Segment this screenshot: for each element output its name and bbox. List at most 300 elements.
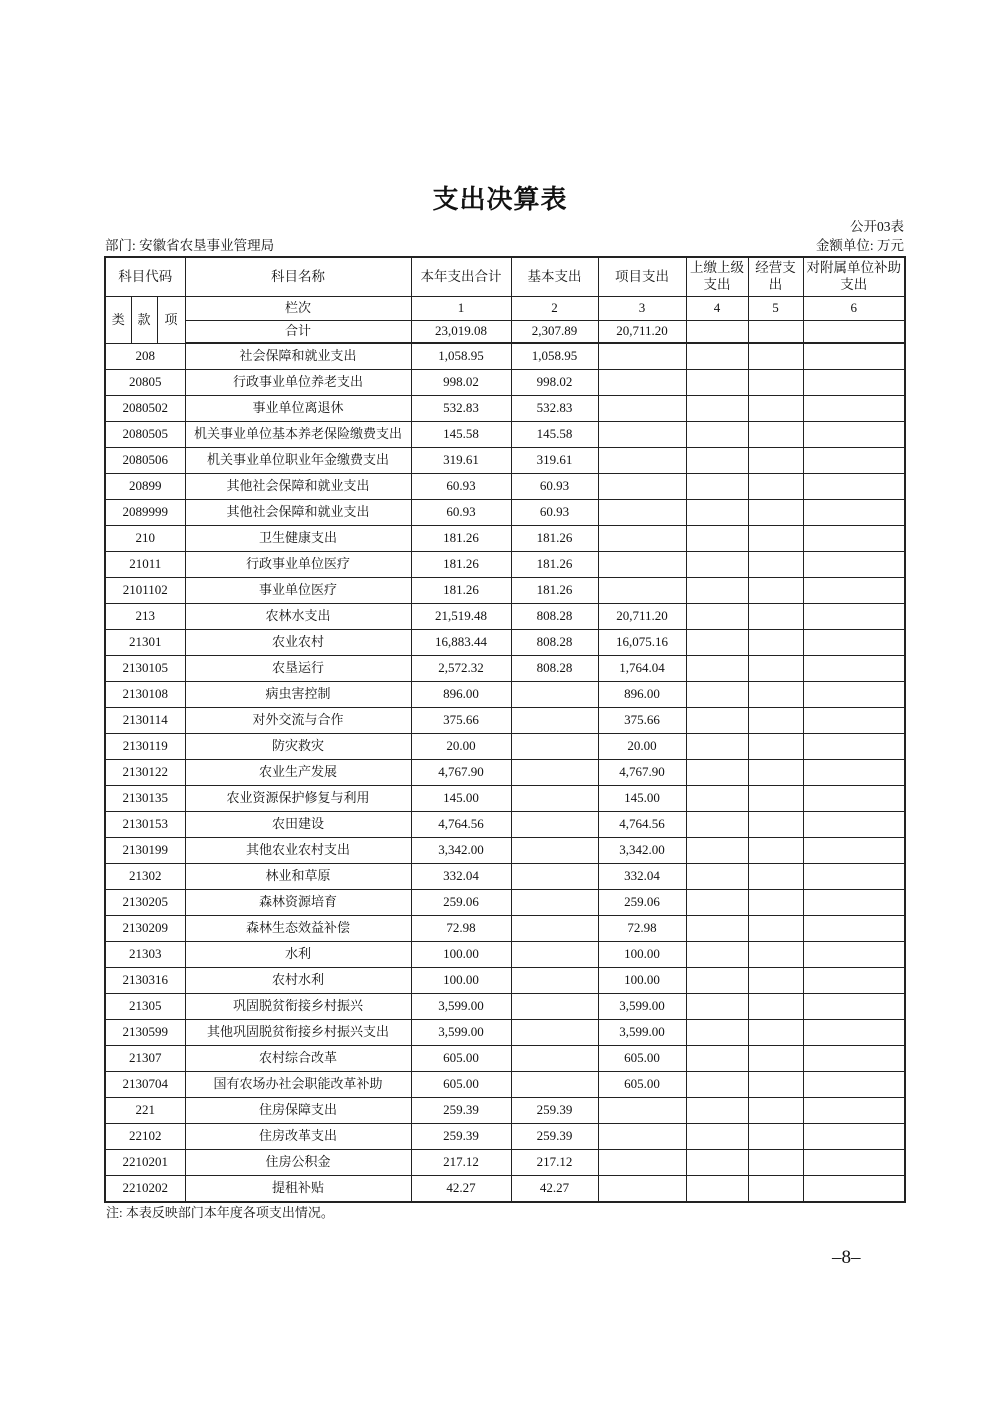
name-cell: 农田建设 <box>185 812 411 838</box>
value-cell <box>511 708 598 734</box>
value-cell <box>686 786 748 812</box>
value-cell <box>803 448 905 474</box>
value-cell <box>598 1150 686 1176</box>
value-cell <box>748 1150 803 1176</box>
name-cell: 提租补贴 <box>185 1176 411 1203</box>
code-cell: 20805 <box>105 370 185 396</box>
value-cell: 2,572.32 <box>411 656 511 682</box>
code-cell: 22102 <box>105 1124 185 1150</box>
value-cell <box>686 864 748 890</box>
value-cell: 16,075.16 <box>598 630 686 656</box>
value-cell <box>748 630 803 656</box>
table-row <box>105 994 905 1020</box>
value-cell: 259.39 <box>511 1124 598 1150</box>
table-row <box>105 682 905 708</box>
value-cell <box>748 760 803 786</box>
header-subject-code: 科目代码 <box>105 257 185 297</box>
value-cell <box>686 760 748 786</box>
value-cell: 145.58 <box>511 422 598 448</box>
table-row <box>105 708 905 734</box>
value-cell <box>748 1098 803 1124</box>
header-code-category: 类 <box>105 297 131 344</box>
header-column-number: 4 <box>686 297 748 321</box>
code-cell: 2130108 <box>105 682 185 708</box>
value-cell: 16,883.44 <box>411 630 511 656</box>
header-row-groups <box>105 257 905 297</box>
value-cell: 259.39 <box>411 1124 511 1150</box>
value-cell <box>748 370 803 396</box>
value-cell: 332.04 <box>598 864 686 890</box>
table-row <box>105 916 905 942</box>
value-cell: 319.61 <box>511 448 598 474</box>
value-cell: 181.26 <box>411 552 511 578</box>
value-cell <box>803 682 905 708</box>
table-row <box>105 1046 905 1072</box>
value-cell <box>748 812 803 838</box>
table-row <box>105 526 905 552</box>
value-cell <box>803 760 905 786</box>
value-cell <box>598 526 686 552</box>
header-subsidy-expenditure: 对附属单位补助支出 <box>803 257 905 297</box>
header-column-number: 6 <box>803 297 905 321</box>
code-cell: 2130122 <box>105 760 185 786</box>
value-cell: 532.83 <box>411 396 511 422</box>
value-cell <box>598 552 686 578</box>
value-cell <box>748 1124 803 1150</box>
value-cell: 20.00 <box>598 734 686 760</box>
total-value <box>803 321 905 344</box>
value-cell <box>686 474 748 500</box>
value-cell <box>803 578 905 604</box>
name-cell: 农林水支出 <box>185 604 411 630</box>
header-subject-name: 科目名称 <box>185 257 411 297</box>
value-cell: 3,599.00 <box>411 1020 511 1046</box>
value-cell: 181.26 <box>511 552 598 578</box>
name-cell: 对外交流与合作 <box>185 708 411 734</box>
table-row <box>105 968 905 994</box>
value-cell: 3,599.00 <box>598 1020 686 1046</box>
table-row <box>105 1150 905 1176</box>
value-cell: 4,764.56 <box>598 812 686 838</box>
value-cell <box>686 994 748 1020</box>
code-cell: 20899 <box>105 474 185 500</box>
name-cell: 住房保障支出 <box>185 1098 411 1124</box>
code-cell: 21302 <box>105 864 185 890</box>
total-value <box>686 321 748 344</box>
value-cell <box>598 422 686 448</box>
value-cell: 998.02 <box>511 370 598 396</box>
name-cell: 其他巩固脱贫衔接乡村振兴支出 <box>185 1020 411 1046</box>
name-cell: 森林生态效益补偿 <box>185 916 411 942</box>
value-cell: 1,058.95 <box>411 343 511 370</box>
value-cell: 60.93 <box>411 474 511 500</box>
value-cell <box>686 604 748 630</box>
value-cell <box>803 1098 905 1124</box>
value-cell: 319.61 <box>411 448 511 474</box>
value-cell <box>686 1046 748 1072</box>
table-row <box>105 604 905 630</box>
value-cell: 217.12 <box>511 1150 598 1176</box>
value-cell <box>686 734 748 760</box>
code-cell: 21303 <box>105 942 185 968</box>
value-cell: 259.39 <box>511 1098 598 1124</box>
value-cell <box>511 864 598 890</box>
value-cell <box>598 448 686 474</box>
code-cell: 2130135 <box>105 786 185 812</box>
value-cell: 808.28 <box>511 656 598 682</box>
name-cell: 林业和草原 <box>185 864 411 890</box>
table-header <box>105 257 905 343</box>
value-cell <box>803 370 905 396</box>
table-body <box>105 343 905 1202</box>
table-row <box>105 474 905 500</box>
value-cell: 181.26 <box>511 526 598 552</box>
name-cell: 住房改革支出 <box>185 1124 411 1150</box>
header-project-expenditure: 项目支出 <box>598 257 686 297</box>
value-cell: 605.00 <box>411 1072 511 1098</box>
name-cell: 住房公积金 <box>185 1150 411 1176</box>
value-cell <box>511 994 598 1020</box>
value-cell <box>511 760 598 786</box>
value-cell <box>803 474 905 500</box>
name-cell: 卫生健康支出 <box>185 526 411 552</box>
table-row <box>105 1072 905 1098</box>
value-cell <box>748 474 803 500</box>
meta-row <box>105 234 904 254</box>
form-code-label: 公开03表 <box>850 219 904 234</box>
value-cell <box>686 812 748 838</box>
value-cell <box>511 1072 598 1098</box>
value-cell <box>686 370 748 396</box>
value-cell <box>511 968 598 994</box>
value-cell <box>748 708 803 734</box>
value-cell <box>686 916 748 942</box>
table-row <box>105 552 905 578</box>
value-cell: 20,711.20 <box>598 604 686 630</box>
code-cell: 2130119 <box>105 734 185 760</box>
value-cell <box>803 396 905 422</box>
value-cell: 42.27 <box>411 1176 511 1203</box>
value-cell <box>598 474 686 500</box>
code-cell: 210 <box>105 526 185 552</box>
table-row <box>105 1020 905 1046</box>
value-cell <box>748 682 803 708</box>
value-cell <box>598 1176 686 1203</box>
total-value <box>748 321 803 344</box>
code-cell: 2080506 <box>105 448 185 474</box>
value-cell <box>686 552 748 578</box>
value-cell <box>803 500 905 526</box>
value-cell <box>686 343 748 370</box>
value-cell <box>686 1020 748 1046</box>
header-code-section: 款 <box>131 297 157 344</box>
value-cell <box>686 422 748 448</box>
name-cell: 巩固脱贫衔接乡村振兴 <box>185 994 411 1020</box>
value-cell <box>748 916 803 942</box>
value-cell <box>511 734 598 760</box>
value-cell: 60.93 <box>411 500 511 526</box>
unit-label: 金额单位: 万元 <box>815 238 904 253</box>
code-cell: 208 <box>105 343 185 370</box>
value-cell <box>686 838 748 864</box>
value-cell <box>748 526 803 552</box>
value-cell <box>686 708 748 734</box>
name-cell: 农业资源保护修复与利用 <box>185 786 411 812</box>
value-cell <box>686 942 748 968</box>
table-row <box>105 370 905 396</box>
name-cell: 社会保障和就业支出 <box>185 343 411 370</box>
value-cell <box>598 578 686 604</box>
header-total-expenditure: 本年支出合计 <box>411 257 511 297</box>
name-cell: 森林资源培育 <box>185 890 411 916</box>
table-row <box>105 448 905 474</box>
value-cell <box>686 682 748 708</box>
value-cell <box>803 1046 905 1072</box>
value-cell <box>803 1072 905 1098</box>
value-cell <box>598 370 686 396</box>
table-row <box>105 734 905 760</box>
code-cell: 221 <box>105 1098 185 1124</box>
value-cell <box>511 1046 598 1072</box>
table-note: 注: 本表反映部门本年度各项支出情况。 <box>106 1205 334 1220</box>
value-cell <box>748 448 803 474</box>
code-cell: 21305 <box>105 994 185 1020</box>
value-cell <box>748 1046 803 1072</box>
header-operating-expenditure: 经营支出 <box>748 257 803 297</box>
table-row <box>105 812 905 838</box>
code-cell: 2210201 <box>105 1150 185 1176</box>
value-cell <box>748 422 803 448</box>
value-cell: 4,767.90 <box>598 760 686 786</box>
table-row <box>105 1176 905 1203</box>
value-cell: 808.28 <box>511 604 598 630</box>
value-cell: 4,764.56 <box>411 812 511 838</box>
header-column-number: 3 <box>598 297 686 321</box>
value-cell: 100.00 <box>411 942 511 968</box>
value-cell <box>803 1176 905 1203</box>
total-label: 合计 <box>185 321 411 344</box>
value-cell <box>803 942 905 968</box>
code-cell: 2130205 <box>105 890 185 916</box>
value-cell <box>598 396 686 422</box>
name-cell: 农业生产发展 <box>185 760 411 786</box>
value-cell <box>511 942 598 968</box>
table-row <box>105 890 905 916</box>
value-cell: 375.66 <box>411 708 511 734</box>
table-row <box>105 396 905 422</box>
value-cell: 532.83 <box>511 396 598 422</box>
value-cell <box>748 656 803 682</box>
value-cell: 808.28 <box>511 630 598 656</box>
code-cell: 2080502 <box>105 396 185 422</box>
table-row <box>105 656 905 682</box>
value-cell <box>748 734 803 760</box>
value-cell: 60.93 <box>511 500 598 526</box>
value-cell <box>686 630 748 656</box>
value-cell <box>803 422 905 448</box>
page-number: –8– <box>832 1247 861 1268</box>
value-cell <box>686 1176 748 1203</box>
value-cell: 1,058.95 <box>511 343 598 370</box>
value-cell <box>803 864 905 890</box>
value-cell: 3,599.00 <box>411 994 511 1020</box>
code-cell: 2130599 <box>105 1020 185 1046</box>
table-row <box>105 760 905 786</box>
value-cell <box>748 604 803 630</box>
value-cell <box>803 1124 905 1150</box>
table-row <box>105 838 905 864</box>
name-cell: 农业农村 <box>185 630 411 656</box>
value-cell: 72.98 <box>411 916 511 942</box>
value-cell <box>803 708 905 734</box>
value-cell <box>803 734 905 760</box>
value-cell: 896.00 <box>411 682 511 708</box>
value-cell: 896.00 <box>598 682 686 708</box>
value-cell <box>511 682 598 708</box>
value-cell <box>748 1020 803 1046</box>
code-cell: 2089999 <box>105 500 185 526</box>
table-row <box>105 500 905 526</box>
value-cell: 100.00 <box>598 968 686 994</box>
value-cell: 42.27 <box>511 1176 598 1203</box>
value-cell <box>511 890 598 916</box>
value-cell <box>803 916 905 942</box>
value-cell: 1,764.04 <box>598 656 686 682</box>
code-cell: 213 <box>105 604 185 630</box>
value-cell: 145.00 <box>411 786 511 812</box>
value-cell <box>748 578 803 604</box>
name-cell: 行政事业单位医疗 <box>185 552 411 578</box>
table-row <box>105 786 905 812</box>
value-cell <box>803 1020 905 1046</box>
value-cell <box>686 890 748 916</box>
value-cell: 259.06 <box>598 890 686 916</box>
value-cell: 3,342.00 <box>598 838 686 864</box>
header-column-number: 2 <box>511 297 598 321</box>
value-cell: 181.26 <box>411 578 511 604</box>
value-cell <box>803 890 905 916</box>
name-cell: 事业单位离退休 <box>185 396 411 422</box>
value-cell: 60.93 <box>511 474 598 500</box>
value-cell <box>748 994 803 1020</box>
table-row <box>105 1124 905 1150</box>
value-cell: 605.00 <box>598 1046 686 1072</box>
value-cell <box>803 343 905 370</box>
header-column-label: 栏次 <box>185 297 411 321</box>
total-value: 2,307.89 <box>511 321 598 344</box>
code-cell: 2130209 <box>105 916 185 942</box>
value-cell <box>686 968 748 994</box>
name-cell: 防灾救灾 <box>185 734 411 760</box>
code-cell: 2130153 <box>105 812 185 838</box>
code-cell: 2130316 <box>105 968 185 994</box>
value-cell: 332.04 <box>411 864 511 890</box>
table-row <box>105 630 905 656</box>
value-cell <box>686 1124 748 1150</box>
value-cell <box>803 630 905 656</box>
value-cell <box>803 812 905 838</box>
value-cell: 181.26 <box>511 578 598 604</box>
value-cell: 21,519.48 <box>411 604 511 630</box>
code-cell: 2210202 <box>105 1176 185 1203</box>
value-cell <box>511 916 598 942</box>
name-cell: 水利 <box>185 942 411 968</box>
value-cell <box>803 552 905 578</box>
value-cell <box>511 838 598 864</box>
value-cell <box>803 604 905 630</box>
table-row <box>105 942 905 968</box>
name-cell: 国有农场办社会职能改革补助 <box>185 1072 411 1098</box>
header-upturned-expenditure: 上缴上级支出 <box>686 257 748 297</box>
value-cell: 20.00 <box>411 734 511 760</box>
value-cell <box>748 786 803 812</box>
value-cell <box>803 838 905 864</box>
value-cell <box>748 396 803 422</box>
value-cell: 4,767.90 <box>411 760 511 786</box>
value-cell: 259.39 <box>411 1098 511 1124</box>
value-cell <box>748 552 803 578</box>
value-cell <box>686 1150 748 1176</box>
name-cell: 机关事业单位基本养老保险缴费支出 <box>185 422 411 448</box>
value-cell: 375.66 <box>598 708 686 734</box>
value-cell: 72.98 <box>598 916 686 942</box>
value-cell <box>511 812 598 838</box>
page-title: 支出决算表 <box>432 184 568 214</box>
value-cell <box>748 500 803 526</box>
header-row-total <box>105 321 905 344</box>
header-basic-expenditure: 基本支出 <box>511 257 598 297</box>
name-cell: 其他社会保障和就业支出 <box>185 474 411 500</box>
value-cell <box>803 526 905 552</box>
value-cell <box>598 343 686 370</box>
name-cell: 病虫害控制 <box>185 682 411 708</box>
code-cell: 2080505 <box>105 422 185 448</box>
name-cell: 其他农业农村支出 <box>185 838 411 864</box>
table-row <box>105 422 905 448</box>
code-cell: 21307 <box>105 1046 185 1072</box>
name-cell: 农垦运行 <box>185 656 411 682</box>
table-row <box>105 578 905 604</box>
code-cell: 2130114 <box>105 708 185 734</box>
value-cell <box>748 890 803 916</box>
code-cell: 2130105 <box>105 656 185 682</box>
value-cell <box>686 578 748 604</box>
value-cell <box>748 1072 803 1098</box>
value-cell <box>748 343 803 370</box>
value-cell <box>803 994 905 1020</box>
total-value: 20,711.20 <box>598 321 686 344</box>
code-cell: 2130704 <box>105 1072 185 1098</box>
code-cell: 21301 <box>105 630 185 656</box>
value-cell <box>686 396 748 422</box>
expenditure-table <box>104 256 906 1203</box>
value-cell: 181.26 <box>411 526 511 552</box>
value-cell: 998.02 <box>411 370 511 396</box>
value-cell: 100.00 <box>411 968 511 994</box>
value-cell <box>748 838 803 864</box>
name-cell: 行政事业单位养老支出 <box>185 370 411 396</box>
value-cell <box>803 786 905 812</box>
name-cell: 其他社会保障和就业支出 <box>185 500 411 526</box>
value-cell <box>511 1020 598 1046</box>
value-cell <box>748 968 803 994</box>
value-cell <box>598 1124 686 1150</box>
header-column-number: 1 <box>411 297 511 321</box>
value-cell <box>686 656 748 682</box>
value-cell <box>598 500 686 526</box>
value-cell <box>598 1098 686 1124</box>
value-cell <box>748 864 803 890</box>
